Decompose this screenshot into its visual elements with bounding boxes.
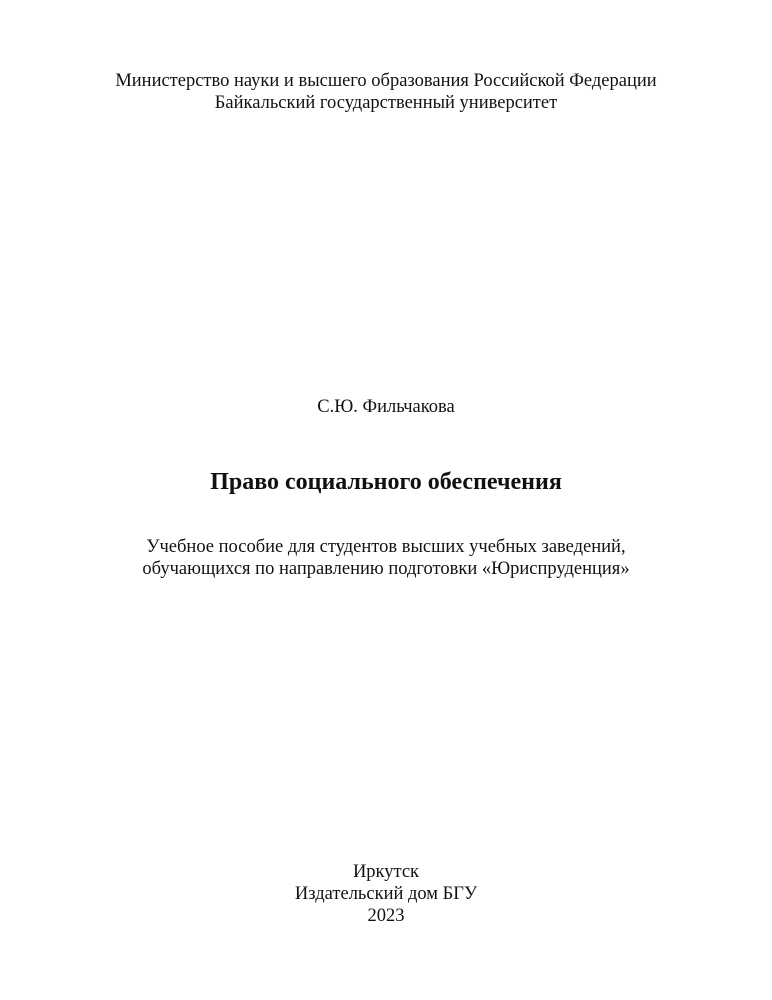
subtitle-line-2: обучающихся по направлению подготовки «Юриспруденция» (142, 559, 630, 579)
author-block (0, 396, 772, 418)
institution-header (0, 70, 772, 114)
imprint-block (0, 861, 772, 927)
document-title: Право социального обеспечения (210, 469, 562, 495)
imprint-year: 2023 (367, 906, 405, 926)
imprint-city: Иркутск (352, 862, 420, 882)
author-name: С.Ю. Фильчакова (317, 397, 455, 417)
subtitle-block (0, 536, 772, 580)
subtitle-line-1: Учебное пособие для студентов высших учебных заведений, (146, 537, 626, 557)
university-name: Байкальский государственный университет (214, 93, 558, 113)
ministry-name: Министерство науки и высшего образования Российской Федерации (115, 71, 657, 91)
title-block (0, 467, 772, 497)
imprint-publisher: Издательский дом БГУ (294, 884, 478, 904)
